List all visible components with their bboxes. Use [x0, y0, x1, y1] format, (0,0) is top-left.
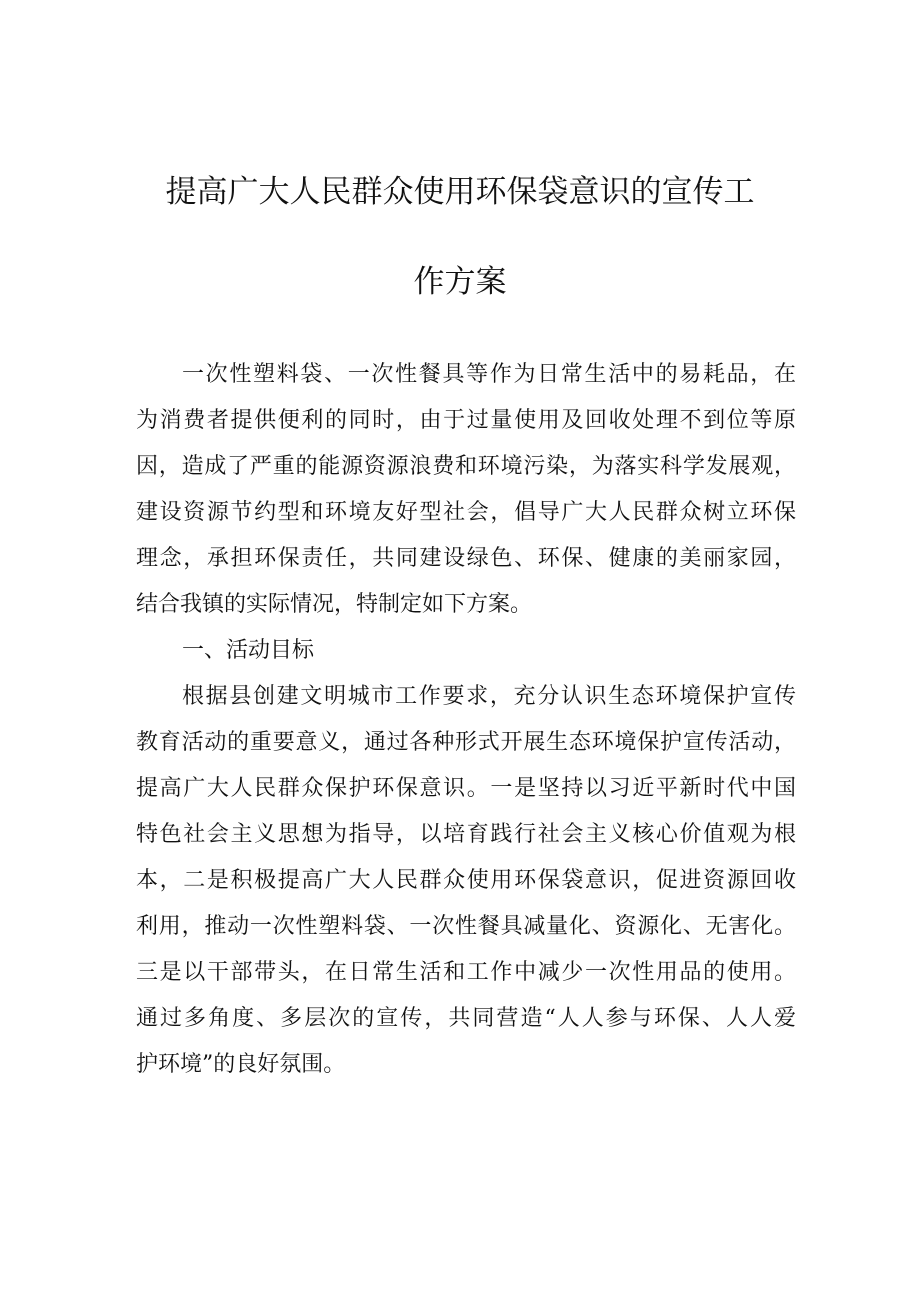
intro-paragraph-line: 为消费者提供便利的同时，由于过量使用及回收处理不到位等原 — [136, 408, 796, 433]
document-title-line-1: 提高广大人民群众使用环保袋意识的宣传工 — [165, 174, 755, 210]
section-paragraph-line: 教育活动的重要意义，通过各种形式开展生态环境保护宣传活动， — [136, 730, 796, 755]
section-paragraph-line: 通过多角度、多层次的宣传，共同营造“人人参与环保、人人爱 — [136, 1006, 796, 1031]
section-heading: 一、活动目标 — [182, 638, 315, 663]
intro-paragraph-line: 因，造成了严重的能源资源浪费和环境污染，为落实科学发展观， — [136, 454, 796, 479]
section-paragraph-line: 根据县创建文明城市工作要求，充分认识生态环境保护宣传 — [182, 684, 796, 709]
document-body — [136, 352, 796, 1088]
intro-paragraph-line: 建设资源节约型和环境友好型社会，倡导广大人民群众树立环保 — [136, 500, 796, 525]
section-paragraph-line: 本，二是积极提高广大人民群众使用环保袋意识，促进资源回收 — [136, 868, 796, 893]
section-paragraph-line: 护环境”的良好氛围。 — [136, 1052, 346, 1077]
intro-paragraph-line: 理念，承担环保责任，共同建设绿色、环保、健康的美丽家园， — [136, 546, 796, 571]
document-title-line-2: 作方案 — [413, 264, 507, 300]
section-paragraph-line: 三是以干部带头，在日常生活和工作中减少一次性用品的使用。 — [136, 960, 796, 985]
section-paragraph-line: 提高广大人民群众保护环保意识。一是坚持以习近平新时代中国 — [136, 776, 796, 801]
section-paragraph-line: 利用，推动一次性塑料袋、一次性餐具减量化、资源化、无害化。 — [136, 914, 796, 939]
section-paragraph-line: 特色社会主义思想为指导，以培育践行社会主义核心价值观为根 — [136, 822, 796, 847]
intro-paragraph-line: 结合我镇的实际情况，特制定如下方案。 — [136, 592, 533, 617]
intro-paragraph-line: 一次性塑料袋、一次性餐具等作为日常生活中的易耗品，在 — [182, 362, 796, 387]
